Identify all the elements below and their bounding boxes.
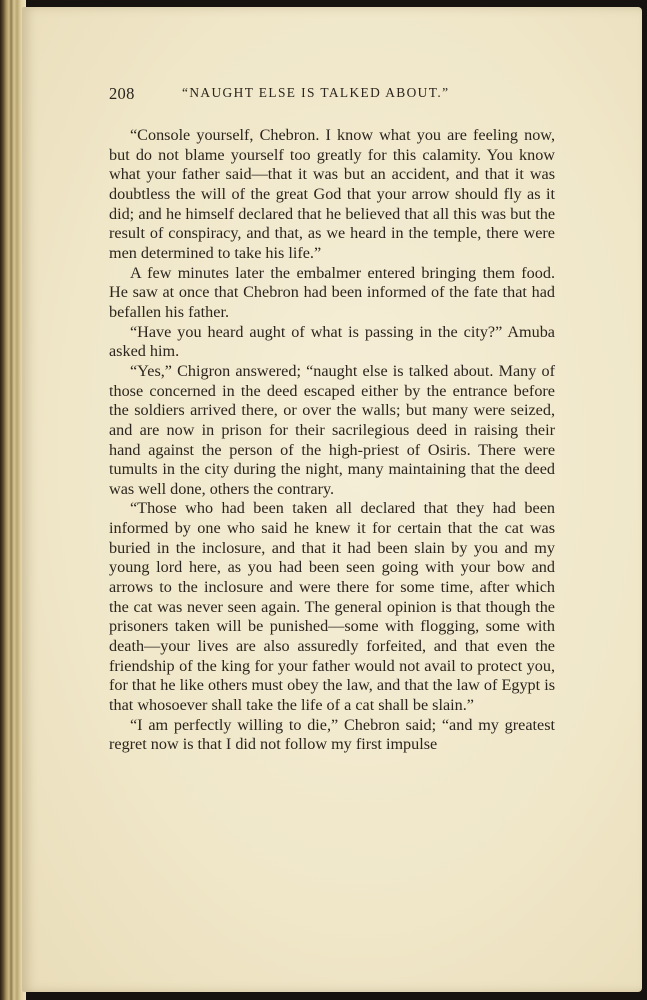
paragraph: “Those who had been taken all declared that they had been informed by one who said he knew it for certain that the cat was buried in the inclosure, and that it had been slain by you and my young lord here, as you had been seen going with your bow and arrows to the inclosure and were there for some time, after which the cat was never seen again. The general opinion is that though the prisoners taken will be punished—some with flogging, some with death—your lives are also assuredly forfeited, and that even the friendship of the king for your father would not avail to protect you, for that he like others must obey the law, and that the law of Egypt is that whosoever shall take the life of a cat shall be slain.” (109, 499, 555, 715)
paragraph: “Yes,” Chigron answered; “naught else is talked about. Many of those concerned in the deed escaped either by the entrance before the soldiers arrived there, or over the walls; but many were seized, and are now in prison for their sacrilegious deed in raising their hand against the person of the high-priest of Osiris. There were tumults in the city during the night, many maintaining that the deed was well done, others the contrary. (109, 361, 555, 498)
body-text (109, 126, 555, 755)
paragraph: “Have you heard aught of what is passing in the city?” Amuba asked him. (109, 322, 555, 361)
paragraph: A few minutes later the embalmer entered bringing them food. He saw at once that Chebron had been informed of the fate that had befallen his father. (109, 263, 555, 321)
running-head: “NAUGHT ELSE IS TALKED ABOUT.” (182, 85, 450, 100)
page-number: 208 (109, 84, 135, 103)
paragraph: “Console yourself, Chebron. I know what you are feeling now, but do not blame yourself too greatly for this calamity. You know what your father said—that it was but an accident, and that it was doubtless the will of the great God that your arrow should fly as it did; and he himself declared that he believed that all this was but the result of conspiracy, and that, as we heard in the temple, there were men determined to take his life.” (109, 126, 555, 262)
paragraph: “I am perfectly willing to die,” Chebron said; “and my greatest regret now is that I did not follow my first impulse (109, 715, 555, 754)
